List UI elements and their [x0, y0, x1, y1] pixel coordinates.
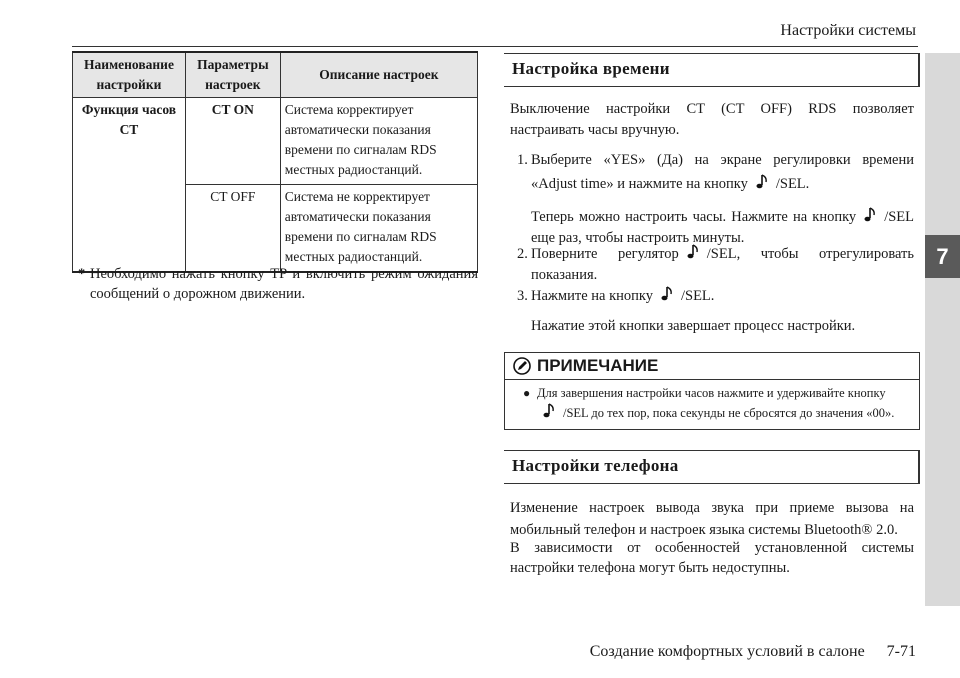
- pencil-icon: [513, 357, 531, 375]
- footer-section: Создание комфортных условий в салоне: [589, 643, 865, 660]
- step-1-followup: Теперь можно настроить часы. Нажмите на кнопку /SEL еще раз, чтобы настроить минуты.: [531, 209, 914, 246]
- step-3-followup: Нажатие этой кнопки завершает процесс настройки.: [531, 318, 856, 334]
- param-cell: CT ON: [185, 98, 280, 185]
- music-note-icon: [659, 286, 679, 302]
- table-row: [73, 98, 478, 185]
- param-cell: CT OFF: [185, 185, 280, 273]
- music-note-icon: [754, 174, 774, 190]
- step-3: [517, 286, 914, 307]
- phone-para-1: Изменение настроек вывода звука при приеме вызова на мобильный телефон и настроек языка системы Bluetooth® 2.0.: [510, 500, 914, 538]
- function-name-cell: Функция часов CT: [73, 98, 186, 273]
- description-cell: Система не корректирует автоматически показания времени по сигналам RDS местных радиостанций.: [280, 185, 477, 273]
- phone-para-2: В зависимости от особенностей установленной системы настройки телефона могут быть недоступны.: [510, 540, 914, 576]
- header-name: Наименование настройки: [73, 52, 186, 98]
- music-note-icon: [541, 403, 561, 419]
- step-number: 3.: [517, 288, 528, 304]
- step-number: 2.: [517, 246, 528, 262]
- step-text: Выберите «YES» (Да) на экране регулировки времени «Adjust time» и нажмите на кнопку /SEL.: [531, 152, 914, 192]
- time-section-heading: [504, 53, 920, 87]
- footnote-mark: *: [78, 266, 86, 282]
- page-number: 7-71: [886, 643, 916, 660]
- note-box: [504, 352, 920, 430]
- phone-section-title: Настройки телефона: [512, 456, 679, 475]
- note-label: ПРИМЕЧАНИЕ: [537, 356, 659, 375]
- page-title: Настройки системы: [780, 22, 916, 39]
- note-header: [505, 353, 919, 380]
- chapter-strip: [925, 53, 960, 606]
- description-cell: Система корректирует автоматически показания времени по сигналам RDS местных радиостанций.: [280, 98, 477, 185]
- footnote: [78, 264, 478, 304]
- step-text: Поверните регулятор /SEL, чтобы отрегулировать показания.: [531, 246, 914, 283]
- step-text: Нажмите на кнопку /SEL.: [531, 288, 715, 304]
- header-description: Описание настроек: [280, 52, 477, 98]
- note-text: ● Для завершения настройки часов нажмите и удерживайте кнопку /SEL до тех пор, пока секунды не сбросятся до значения «00».: [523, 383, 913, 423]
- step-number: 1.: [517, 152, 528, 168]
- header-params: Параметры настроек: [185, 52, 280, 98]
- phone-section-heading: [504, 450, 920, 484]
- step-2: [517, 244, 914, 286]
- page-footer: [560, 643, 916, 661]
- time-section-title: Настройка времени: [512, 59, 670, 78]
- music-note-icon: [685, 244, 705, 260]
- music-note-icon: [862, 207, 882, 223]
- chapter-tab: 7: [925, 235, 960, 278]
- step-1: [517, 148, 914, 196]
- page-header: [72, 0, 918, 47]
- settings-table: [72, 51, 478, 273]
- time-intro: Выключение настройки CT (CT OFF) RDS позволяет настраивать часы вручную.: [510, 101, 914, 138]
- footnote-text: Необходимо нажать кнопку TP и включить режим ожидания сообщений о дорожном движении.: [90, 266, 478, 302]
- bullet-icon: ●: [523, 386, 531, 400]
